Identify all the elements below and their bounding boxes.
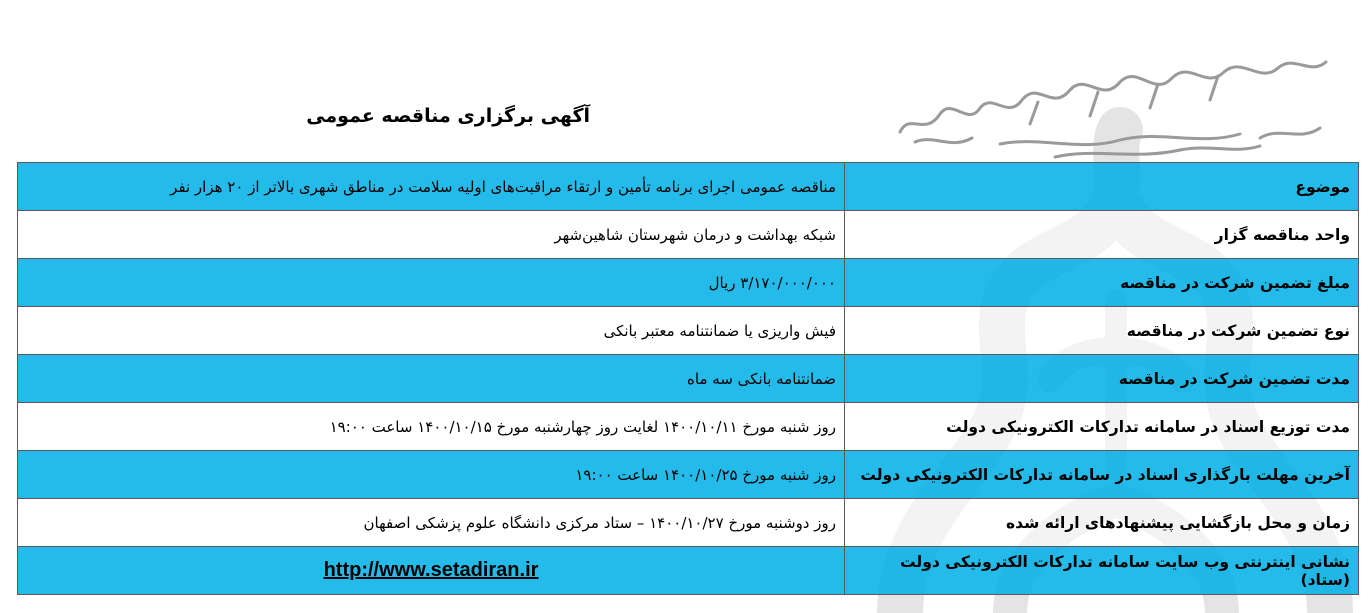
row-label-guarantee-duration: مدت تضمین شرکت در مناقصه: [845, 355, 1359, 403]
row-value-website: [18, 547, 845, 595]
row-value-guarantee-duration: ضمانتنامه بانکی سه ماه: [18, 355, 845, 403]
table-row: [18, 451, 1359, 499]
row-value-opening-time-place: روز دوشنبه مورخ ۱۴۰۰/۱۰/۲۷ – ستاد مرکزی دانشگاه علوم پزشکی اصفهان: [18, 499, 845, 547]
setadiran-link[interactable]: http://www.setadiran.ir: [323, 559, 539, 581]
row-label-subject: موضوع: [845, 163, 1359, 211]
table-row: [18, 403, 1359, 451]
row-value-organizer: شبکه بهداشت و درمان شهرستان شاهین‌شهر: [18, 211, 845, 259]
row-label-opening-time-place: زمان و محل بازگشایی پیشنهادهای ارائه شده: [845, 499, 1359, 547]
row-label-upload-deadline: آخرین مهلت بارگذاری اسناد در سامانه تدارکات الکترونیکی دولت: [845, 451, 1359, 499]
page-title: آگهی برگزاری مناقصه عمومی: [306, 105, 590, 127]
row-value-distribution-period: روز شنبه مورخ ۱۴۰۰/۱۰/۱۱ لغایت روز چهارشنبه مورخ ۱۴۰۰/۱۰/۱۵ ساعت ۱۹:۰۰: [18, 403, 845, 451]
table-row: [18, 211, 1359, 259]
row-value-upload-deadline: روز شنبه مورخ ۱۴۰۰/۱۰/۲۵ ساعت ۱۹:۰۰: [18, 451, 845, 499]
table-row: [18, 547, 1359, 595]
university-logo: [880, 42, 1340, 162]
row-label-website: نشانی اینترنتی وب سایت سامانه تدارکات الکترونیکی دولت (ستاد): [845, 547, 1359, 595]
table-row: [18, 355, 1359, 403]
row-value-guarantee-type: فیش واریزی یا ضمانتنامه معتبر بانکی: [18, 307, 845, 355]
table-row: [18, 499, 1359, 547]
row-label-organizer: واحد مناقصه گزار: [845, 211, 1359, 259]
table-row: [18, 307, 1359, 355]
table-row: [18, 259, 1359, 307]
row-label-distribution-period: مدت توزیع اسناد در سامانه تدارکات الکترونیکی دولت: [845, 403, 1359, 451]
tender-details-table: [17, 162, 1359, 595]
row-value-subject: مناقصه عمومی اجرای برنامه تأمین و ارتقاء مراقبت‌های اولیه سلامت در مناطق شهری بالاتر از ۲۰ هزار نفر: [18, 163, 845, 211]
table-row: [18, 163, 1359, 211]
row-label-guarantee-type: نوع تضمین شرکت در مناقصه: [845, 307, 1359, 355]
row-value-guarantee-amount: ۳/۱۷۰/۰۰۰/۰۰۰ ریال: [18, 259, 845, 307]
row-label-guarantee-amount: مبلغ تضمین شرکت در مناقصه: [845, 259, 1359, 307]
